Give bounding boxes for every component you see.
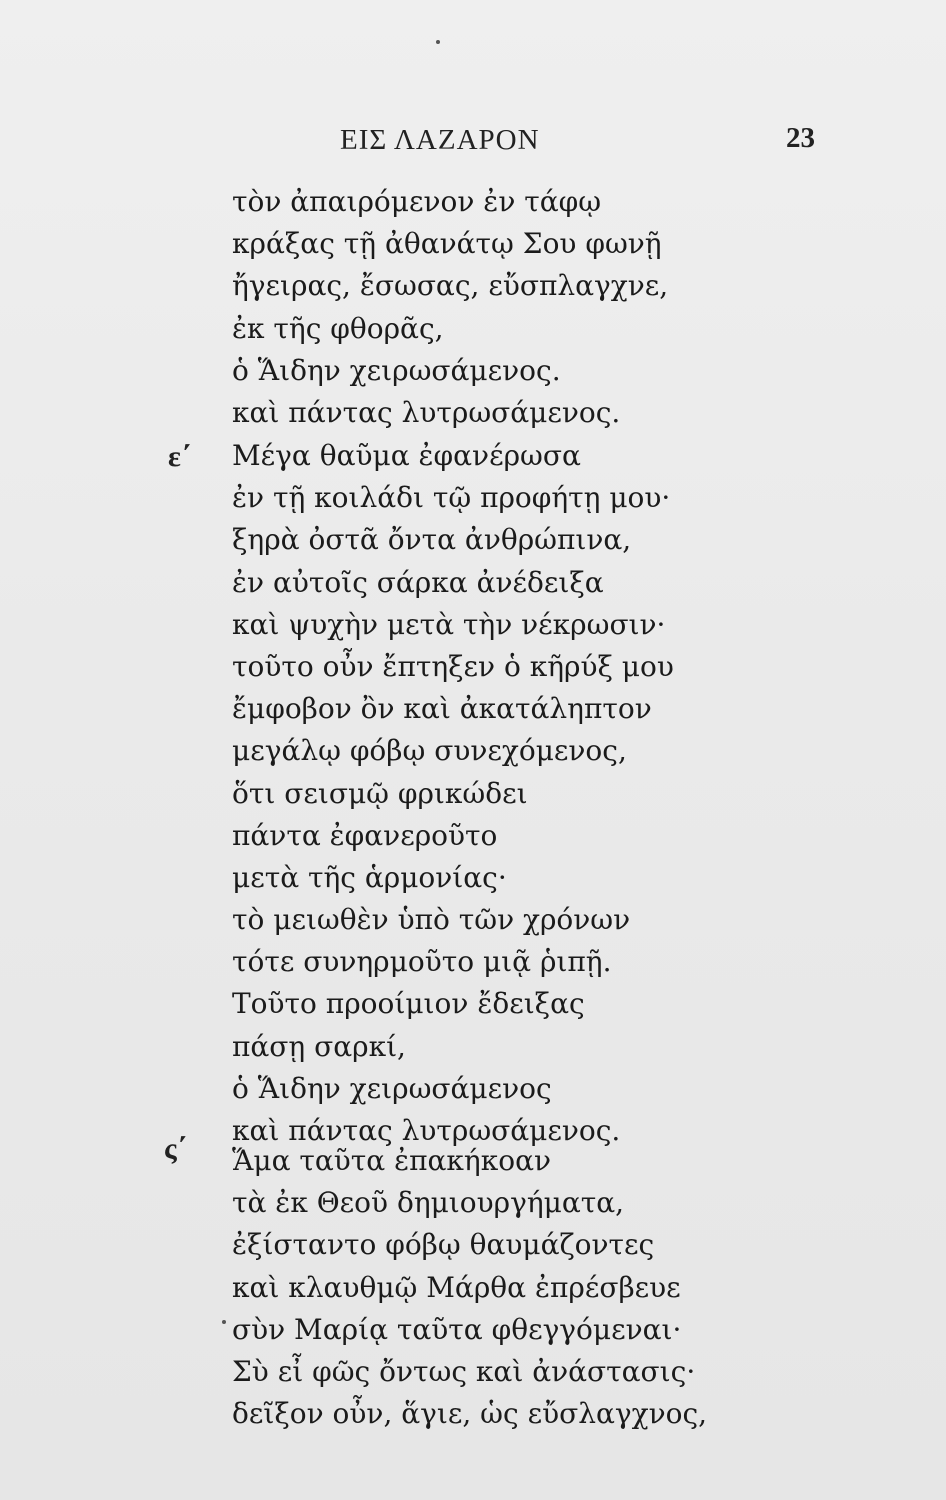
verse-line: τὸ μειωθὲν ὑπὸ τῶν χρόνων: [232, 903, 631, 937]
verse-line: δεῖξον οὖν, ἅγιε, ὡς εὔσλαγχνος,: [232, 1397, 708, 1431]
verse-line: καὶ κλαυθμῷ Μάρθα ἐπρέσβευε: [232, 1270, 681, 1304]
verse-line: Σὺ εἶ φῶς ὄντως καὶ ἀνάστασις·: [232, 1354, 696, 1388]
stanza-marker: ε΄: [168, 440, 191, 473]
verse-line: καὶ πάντας λυτρωσάμενος.: [232, 395, 621, 429]
verse-line: τότε συνηρμοῦτο μιᾷ ῥιπῇ.: [232, 945, 612, 979]
verse-line: σὺν Μαρίᾳ ταῦτα φθεγγόμεναι·: [232, 1312, 682, 1346]
verse-line: τοῦτο οὖν ἔπτηξεν ὁ κῆρύξ μου: [232, 649, 674, 683]
page-number: 23: [786, 122, 815, 154]
verse-line: Ἅμα ταῦτα ἐπακήκοαν: [232, 1144, 551, 1177]
verse-line: ἤγειρας, ἔσωσας, εὔσπλαγχνε,: [232, 269, 669, 303]
verse-line: Μέγα θαῦμα ἐφανέρωσα: [232, 439, 581, 472]
verse-line: μετὰ τῆς ἁρμονίας·: [232, 860, 507, 894]
verse-line: πάντα ἐφανεροῦτο: [232, 818, 498, 852]
verse-line: ἔμφοβον ὂν καὶ ἀκατάληπτον: [232, 692, 652, 726]
running-title: ΕΙΣ ΛΑΖΑΡΟΝ: [340, 124, 540, 156]
verse-line: κράξας τῇ ἀθανάτῳ Σου φωνῇ: [232, 227, 662, 261]
stanza-continuation: [232, 181, 668, 434]
verse-line: ὁ Ἅιδην χειρωσάμενος: [232, 1071, 552, 1105]
print-speck: [436, 40, 440, 44]
verse-line: ὅτι σεισμῷ φρικώδει: [232, 776, 528, 810]
verse-line: καὶ ψυχὴν μετὰ τὴν νέκρωσιν·: [232, 607, 666, 641]
verse-line: ἐν αὐτοῖς σάρκα ἀνέδειξα: [232, 565, 604, 599]
stanza-5: [232, 435, 674, 1152]
verse-line: ἐκ τῆς φθορᾶς,: [232, 311, 444, 345]
print-speck: [222, 1320, 226, 1324]
verse-line: τὸν ἀπαιρόμενον ἐν τάφῳ: [232, 185, 602, 218]
verse-line: ἐξίσταντο φόβῳ θαυμάζοντες: [232, 1228, 655, 1262]
stanza-marker: ς΄: [164, 1132, 187, 1165]
verse-line: τὰ ἐκ Θεοῦ δημιουργήματα,: [232, 1186, 625, 1220]
verse-line: ἐν τῇ κοιλάδι τῷ προφήτῃ μου·: [232, 481, 671, 515]
verse-line: καὶ πάντας λυτρωσάμενος.: [232, 1114, 621, 1147]
verse-line: μεγάλῳ φόβῳ συνεχόμενος,: [232, 734, 627, 768]
verse-line: ὁ Ἅιδην χειρωσάμενος.: [232, 353, 561, 387]
verse-line: πάσῃ σαρκί,: [232, 1029, 406, 1063]
verse-line: Τοῦτο προοίμιον ἔδειξας: [232, 987, 585, 1021]
verse-line: ξηρὰ ὀστᾶ ὄντα ἀνθρώπινα,: [232, 523, 632, 557]
stanza-6: [232, 1140, 707, 1435]
